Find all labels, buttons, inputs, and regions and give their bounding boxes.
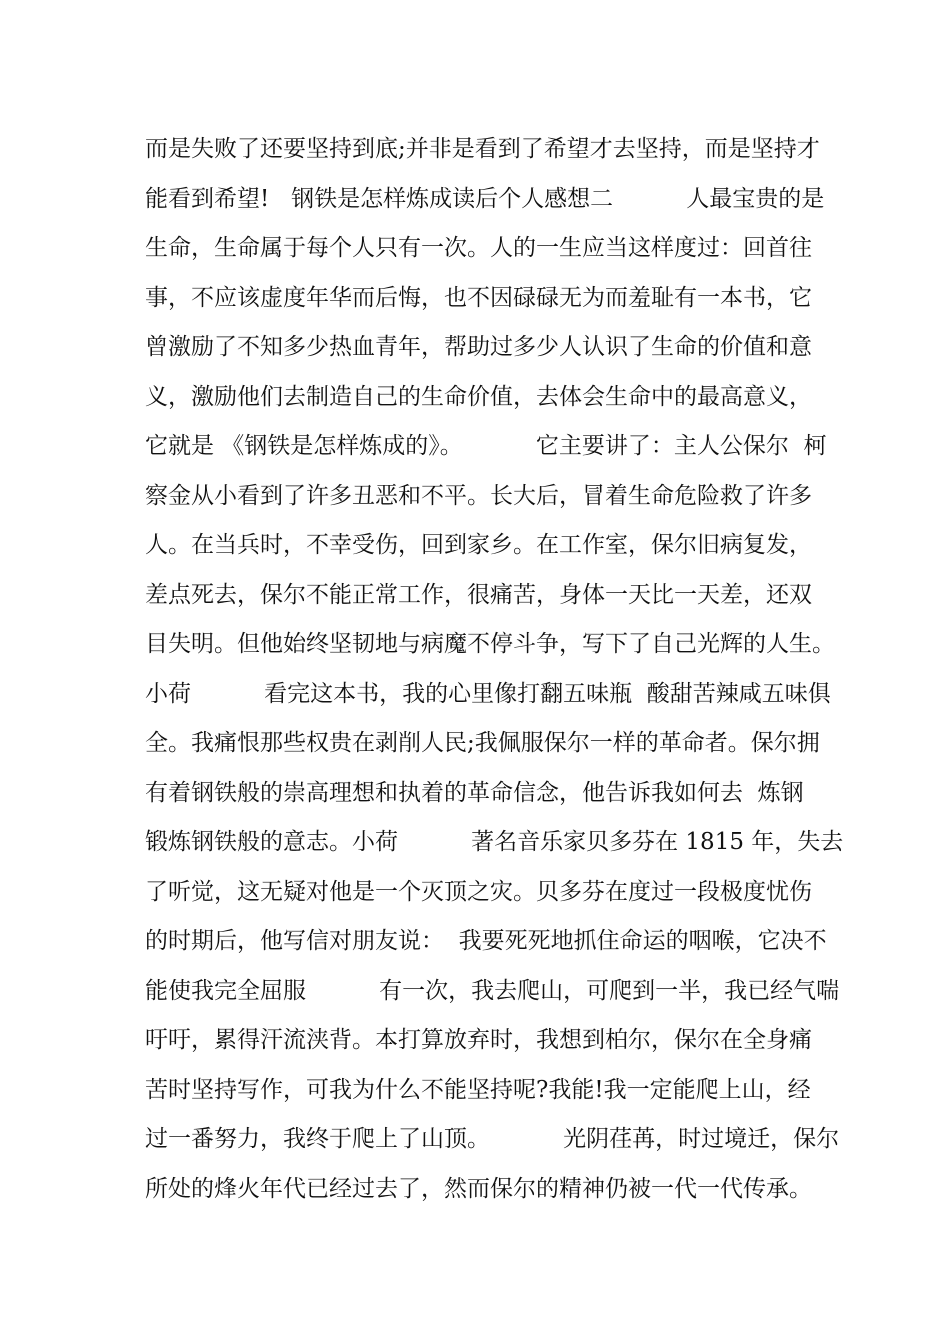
text-line: 人。在当兵时，不幸受伤，回到家乡。在工作室，保尔旧病复发， (145, 532, 812, 558)
text-line: 而是失败了还要坚持到底;并非是看到了希望才去坚持，而是坚持才 (145, 136, 820, 162)
text-body (145, 125, 844, 1214)
text-line: 目失明。但他始终坚韧地与病魔不停斗争，写下了自己光辉的人生。 (145, 631, 835, 657)
text-line: 的时期后，他写信对朋友说： 我要死死地抓住命运的咽喉，它决不 (145, 928, 827, 954)
text-line: 事，不应该虚度年华而后悔，也不因碌碌无为而羞耻有一本书，它 (145, 284, 812, 311)
text-line: 有着钢铁般的崇高理想和执着的革命信念，他告诉我如何去 炼钢 (145, 779, 804, 806)
text-line: 它就是 《钢铁是怎样炼成的》。 它主要讲了：主人公保尔 柯 (145, 433, 827, 459)
text-line: 吁吁，累得汗流浃背。本打算放弃时，我想到柏尔，保尔在全身痛 (145, 1027, 812, 1053)
text-line: 所处的烽火年代已经过去了，然而保尔的精神仍被一代一代传承。 (145, 1175, 812, 1202)
text-line: 苦时坚持写作，可我为什么不能坚持呢?我能!我一定能爬上山，经 (145, 1076, 811, 1103)
text-line: 察金从小看到了许多丑恶和不平。长大后，冒着生命危险救了许多 (145, 482, 812, 509)
text-line: 能使我完全屈服 有一次，我去爬山，可爬到一半，我已经气喘 (145, 977, 840, 1004)
text-line: 小荷 看完这本书，我的心里像打翻五味瓶 酸甜苦辣咸五味俱 (145, 680, 831, 707)
text-line: 差点死去，保尔不能正常工作，很痛苦，身体一天比一天差，还双 (145, 581, 812, 608)
text-line: 生命，生命属于每个人只有一次。人的一生应当这样度过：回首往 (145, 235, 812, 261)
text-line: 过一番努力，我终于爬上了山顶。 光阴荏苒，时过境迁，保尔 (145, 1126, 840, 1152)
text-line: 全。我痛恨那些权贵在剥削人民;我佩服保尔一样的革命者。保尔拥 (145, 730, 820, 756)
text-line: 曾激励了不知多少热血青年，帮助过多少人认识了生命的价值和意 (145, 334, 812, 360)
text-line: 能看到希望! 钢铁是怎样炼成读后个人感想二 人最宝贵的是 (145, 185, 825, 212)
text-line: 锻炼钢铁般的意志。小荷 著名音乐家贝多芬在 1815 年，失去 (145, 829, 844, 855)
text-line: 义，激励他们去制造自己的生命价值，去体会生命中的最高意义， (145, 383, 812, 410)
text-line: 了听觉，这无疑对他是一个灭顶之灾。贝多芬在度过一段极度忧伤 (145, 878, 812, 905)
